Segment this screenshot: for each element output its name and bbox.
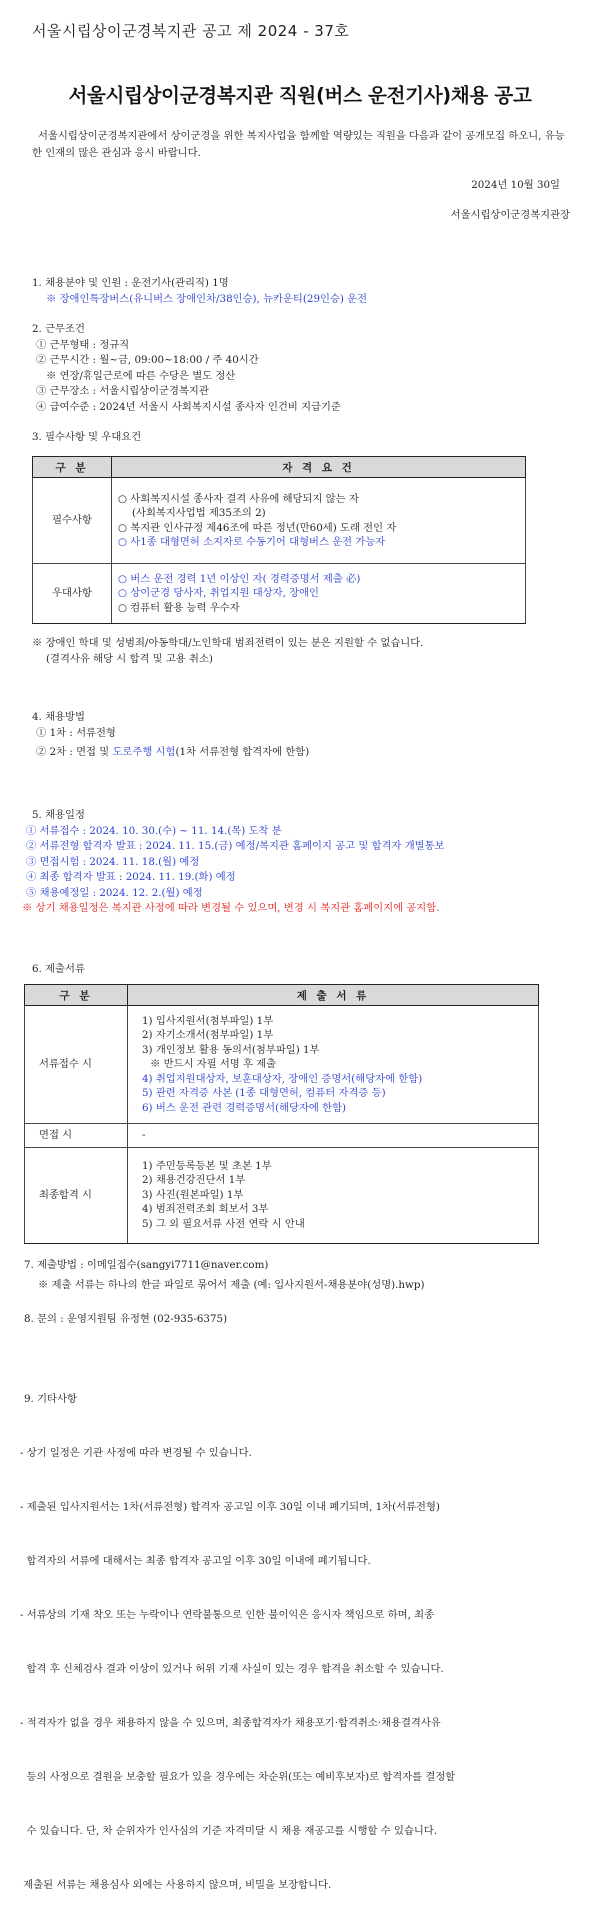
section-4 xyxy=(32,710,309,761)
section-7 xyxy=(24,1258,424,1293)
document-line: 4) 범죄전력조회 회보서 3부 xyxy=(142,1203,269,1216)
schedule-item: ④ 최종 합격자 발표 : 2024. 11. 19.(화) 예정 xyxy=(26,871,236,883)
document-line: 4) 취업지원대상자, 보훈대상자, 장애인 증명서(해당자에 한함) xyxy=(142,1072,423,1085)
schedule-item: ⑤ 채용예정일 : 2024. 12. 2.(월) 예정 xyxy=(26,886,203,899)
row-label: 서류접수 시 xyxy=(25,1006,128,1124)
document-line: 3) 개인정보 활용 동의서(첨부파일) 1부 xyxy=(142,1043,320,1056)
document-line: 2) 채용건강진단서 1부 xyxy=(142,1174,246,1187)
document-line: 6) 버스 운전 관련 경력증명서(해당자에 한함) xyxy=(142,1101,347,1114)
section-4-text: ② 2차 : 면접 및 xyxy=(36,746,113,758)
requirement-line: (사회복지사업법 제35조의 2) xyxy=(132,507,266,519)
section-2-item: ③ 근무장소 : 서울시립상이군경복지관 xyxy=(36,385,209,397)
requirement-line: ○ 사1종 대형면허 소지자로 수동기어 대형버스 운전 가능자 xyxy=(118,536,386,548)
intro-paragraph: 서울시립상이군경복지관에서 상이군경을 위한 복지사업을 함께할 역량있는 직원을 다음과 같이 공개모집 하오니, 유능한 인재의 많은 관심과 응시 바랍니다. xyxy=(32,130,565,159)
requirements-table xyxy=(32,456,526,624)
section-1-heading: 1. 채용분야 및 인원 : 운전기사(관리직) 1명 xyxy=(32,277,229,289)
table-row xyxy=(25,1124,539,1148)
section-2-note: ※ 연장/휴일근로에 따른 수당은 별도 정산 xyxy=(46,369,236,382)
notice-date: 2024년 10월 30일 xyxy=(471,179,560,191)
section-7-heading: 7. 제출방법 : 이메일접수(sangyi7711@naver.com) xyxy=(24,1259,269,1271)
section-1 xyxy=(32,276,367,307)
row-label: 최종합격 시 xyxy=(25,1147,128,1243)
section-9-heading: 9. 기타사항 xyxy=(24,1393,77,1405)
table-row xyxy=(33,564,526,624)
section-9-line: 합격자의 서류에 대해서는 최종 합격자 공고일 이후 30일 이내에 폐기됩니다. xyxy=(20,1555,371,1567)
section-4-item: ① 1차 : 서류전형 xyxy=(36,726,116,739)
section-8-heading: 8. 문의 : 운영지원팀 유정현 (02-935-6375) xyxy=(24,1313,228,1325)
table-header: 구 분 xyxy=(33,457,112,478)
notice-number: 서울시립상이군경복지관 공고 제 2024 - 37호 xyxy=(32,22,350,40)
preference-line: ○ 버스 운전 경력 1년 이상인 자( 경력증명서 제출 必) xyxy=(118,572,361,585)
document-line: 5) 그 외 필요서류 사전 연락 시 안내 xyxy=(142,1217,305,1230)
table-header: 자 격 요 건 xyxy=(112,457,526,478)
table-row xyxy=(25,1147,539,1243)
row-label: 필수사항 xyxy=(33,478,112,564)
preference-line: ○ 상이군경 당사자, 취업지원 대상자, 장애인 xyxy=(118,587,319,600)
section-3-notes xyxy=(32,636,423,667)
section-9-line: - 적격자가 없을 경우 채용하지 않을 수 있으며, 최종합격자가 채용포기·합격취소·채용결격사유 xyxy=(20,1717,441,1729)
schedule-warning: ※ 상기 채용일정은 복지관 사정에 따라 변경될 수 있으며, 변경 시 복지관 홈페이지에 공지함. xyxy=(22,902,440,914)
section-4-heading: 4. 채용방법 xyxy=(32,711,85,723)
row-content xyxy=(128,1147,539,1243)
table-row xyxy=(25,1006,539,1124)
document-line: 1) 주민등록등본 및 초본 1부 xyxy=(142,1159,272,1172)
organization-signature: 서울시립상이군경복지관장 xyxy=(450,209,570,221)
section-4-item xyxy=(32,745,309,761)
row-label: 면접 시 xyxy=(25,1124,128,1148)
document-line: 1) 입사지원서(첨부파일) 1부 xyxy=(142,1014,274,1027)
section-4-text: (1차 서류전형 합격자에 한함) xyxy=(175,746,310,758)
section-2 xyxy=(32,322,341,415)
table-header: 구 분 xyxy=(25,985,128,1006)
row-content xyxy=(112,478,526,564)
section-4-highlight: 도로주행 시험 xyxy=(112,746,176,758)
preference-line: ○ 컴퓨터 활용 능력 우수자 xyxy=(118,601,240,614)
row-content xyxy=(128,1006,539,1124)
section-9-line: 제출된 서류는 채용심사 외에는 사용하지 않으며, 비밀을 보장합니다. xyxy=(20,1879,332,1891)
section-9-line: 등의 사정으로 결원을 보충할 필요가 있을 경우에는 차순위(또는 예비후보자)로 합격자를 결정할 xyxy=(20,1771,456,1783)
requirement-line: ○ 사회복지시설 종사자 결격 사유에 해당되지 않는 자 xyxy=(118,492,359,505)
section-6-heading: 6. 제출서류 xyxy=(32,963,85,975)
document-line: 5) 관련 자격증 사본 (1종 대형면허, 컴퓨터 자격증 등) xyxy=(142,1087,386,1100)
section-2-item: ② 근무시간 : 월~금, 09:00~18:00 / 주 40시간 xyxy=(36,354,259,366)
page-title: 서울시립상이군경복지관 직원(버스 운전기사)채용 공고 xyxy=(68,84,532,107)
document-line: 2) 자기소개서(첨부파일) 1부 xyxy=(142,1029,274,1042)
section-5 xyxy=(22,808,445,917)
section-3-note: (결격사유 해당 시 합격 및 고용 취소) xyxy=(46,652,213,665)
section-2-item: ① 근무형태 : 정규직 xyxy=(36,338,130,351)
section-9 xyxy=(20,1354,455,1930)
schedule-item: ② 서류전형 합격자 발표 : 2024. 11. 15.(금) 예정/복지관 홈페이지 공고 및 합격자 개별통보 xyxy=(26,840,445,852)
section-9-line: - 제출된 입사지원서는 1차(서류전형) 합격자 공고일 이후 30일 이내 폐기되며, 1차(서류전형) xyxy=(20,1501,440,1513)
section-9-line: - 상기 일정은 기관 사정에 따라 변경될 수 있습니다. xyxy=(20,1447,252,1459)
section-9-line: - 서류상의 기재 착오 또는 누락이나 연락불통으로 인한 불이익은 응시자 책임으로 하며, 최종 xyxy=(20,1609,435,1621)
requirement-line: ○ 복지관 인사규정 제46조에 따른 정년(만60세) 도래 전인 자 xyxy=(118,521,397,534)
section-2-heading: 2. 근무조건 xyxy=(32,323,85,335)
table-header: 제 출 서 류 xyxy=(128,985,539,1006)
section-3-note: ※ 장애인 학대 및 성범죄/아동학대/노인학대 범죄전력이 있는 분은 지원할 수 없습니다. xyxy=(32,637,424,649)
row-label: 우대사항 xyxy=(33,564,112,624)
section-3-heading: 3. 필수사항 및 우대요건 xyxy=(32,431,142,443)
section-5-heading: 5. 채용일정 xyxy=(32,809,85,821)
documents-table xyxy=(24,984,539,1244)
section-9-line: 합격 후 신체검사 결과 이상이 있거나 허위 기재 사실이 있는 경우 합격을 취소할 수 있습니다. xyxy=(20,1663,444,1675)
section-1-note: ※ 장애인특장버스(유니버스 장애인차/38인승), 뉴카운티(29인승) 운전 xyxy=(46,292,368,305)
document-note: ※ 반드시 자필 서명 후 제출 xyxy=(150,1058,277,1071)
document-line: 3) 사진(원본파일) 1부 xyxy=(142,1188,244,1201)
section-2-item: ④ 급여수준 : 2024년 서울시 사회복지시설 종사자 인건비 지급기준 xyxy=(36,400,341,413)
table-row xyxy=(33,478,526,564)
schedule-item: ① 서류접수 : 2024. 10. 30.(수) ~ 11. 14.(목) 도착 분 xyxy=(26,824,282,837)
section-9-line: 수 있습니다. 단, 차 순위자가 인사심의 기준 자격미달 시 채용 재공고를 시행할 수 있습니다. xyxy=(20,1825,437,1837)
row-content xyxy=(112,564,526,624)
row-content: - xyxy=(128,1124,539,1148)
section-7-note: ※ 제출 서류는 하나의 한글 파일로 묶어서 제출 (예: 입사지원서-채용분야(성명).hwp) xyxy=(38,1278,425,1291)
schedule-item: ③ 면접시험 : 2024. 11. 18.(월) 예정 xyxy=(26,855,200,868)
